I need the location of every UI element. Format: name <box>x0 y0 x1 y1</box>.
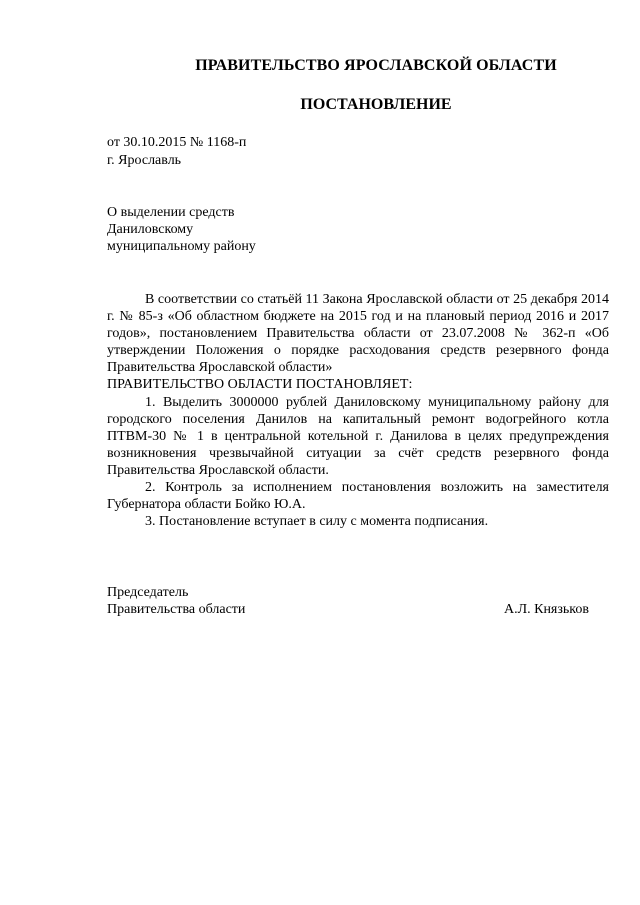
signature-row <box>107 601 589 618</box>
document-meta <box>107 134 246 170</box>
city: г. Ярославль <box>107 153 182 168</box>
subject-line: муниципальному району <box>107 239 256 254</box>
subject-line: О выделении средств <box>107 205 235 220</box>
government-title: ПРАВИТЕЛЬСТВО ЯРОСЛАВСКОЙ ОБЛАСТИ <box>195 57 557 74</box>
decree-item-2: 2. Контроль за исполнением постановления возложить на заместителя Губернатора области Бойко Ю.А. <box>107 480 609 513</box>
date-number: от 30.10.2015 № 1168-п <box>107 135 247 150</box>
decree-item-1: 1. Выделить 3000000 рублей Даниловскому муниципальному району для городского поселения Данилов на капитальный ремонт водогрейного котла ПТВМ-30 № 1 в центральной котельной г. Данилова в целях предупреждения возникновения чрезвычайной ситуации за счёт средств резервного фонда Правительства Ярославской области. <box>107 394 609 478</box>
document-subject <box>107 204 256 255</box>
subject-line: Даниловскому <box>107 222 194 237</box>
document-type-title: ПОСТАНОВЛЕНИЕ <box>300 96 452 113</box>
signature-block <box>107 584 589 618</box>
signatory-name: А.Л. Князьков <box>504 602 589 617</box>
signatory-title-line1: Председатель <box>107 585 189 600</box>
preamble-paragraph: В соответствии со статьёй 11 Закона Ярославской области от 25 декабря 2014 г. № 85-з «Об областном бюджете на 2015 год и на плановый период 2016 и 2017 годов», постановлением Правительства области от 23.07.2008 № 362-п «Об утверждении Положения о порядке расходования средств резервного фонда Правительства Ярославской области» <box>107 292 609 376</box>
document-body <box>107 291 609 530</box>
decree-statement: ПРАВИТЕЛЬСТВО ОБЛАСТИ ПОСТАНОВЛЯЕТ: <box>107 377 413 393</box>
signatory-title-line2: Правительства области <box>107 602 246 617</box>
decree-item-3: 3. Постановление вступает в силу с момента подписания. <box>145 514 489 530</box>
